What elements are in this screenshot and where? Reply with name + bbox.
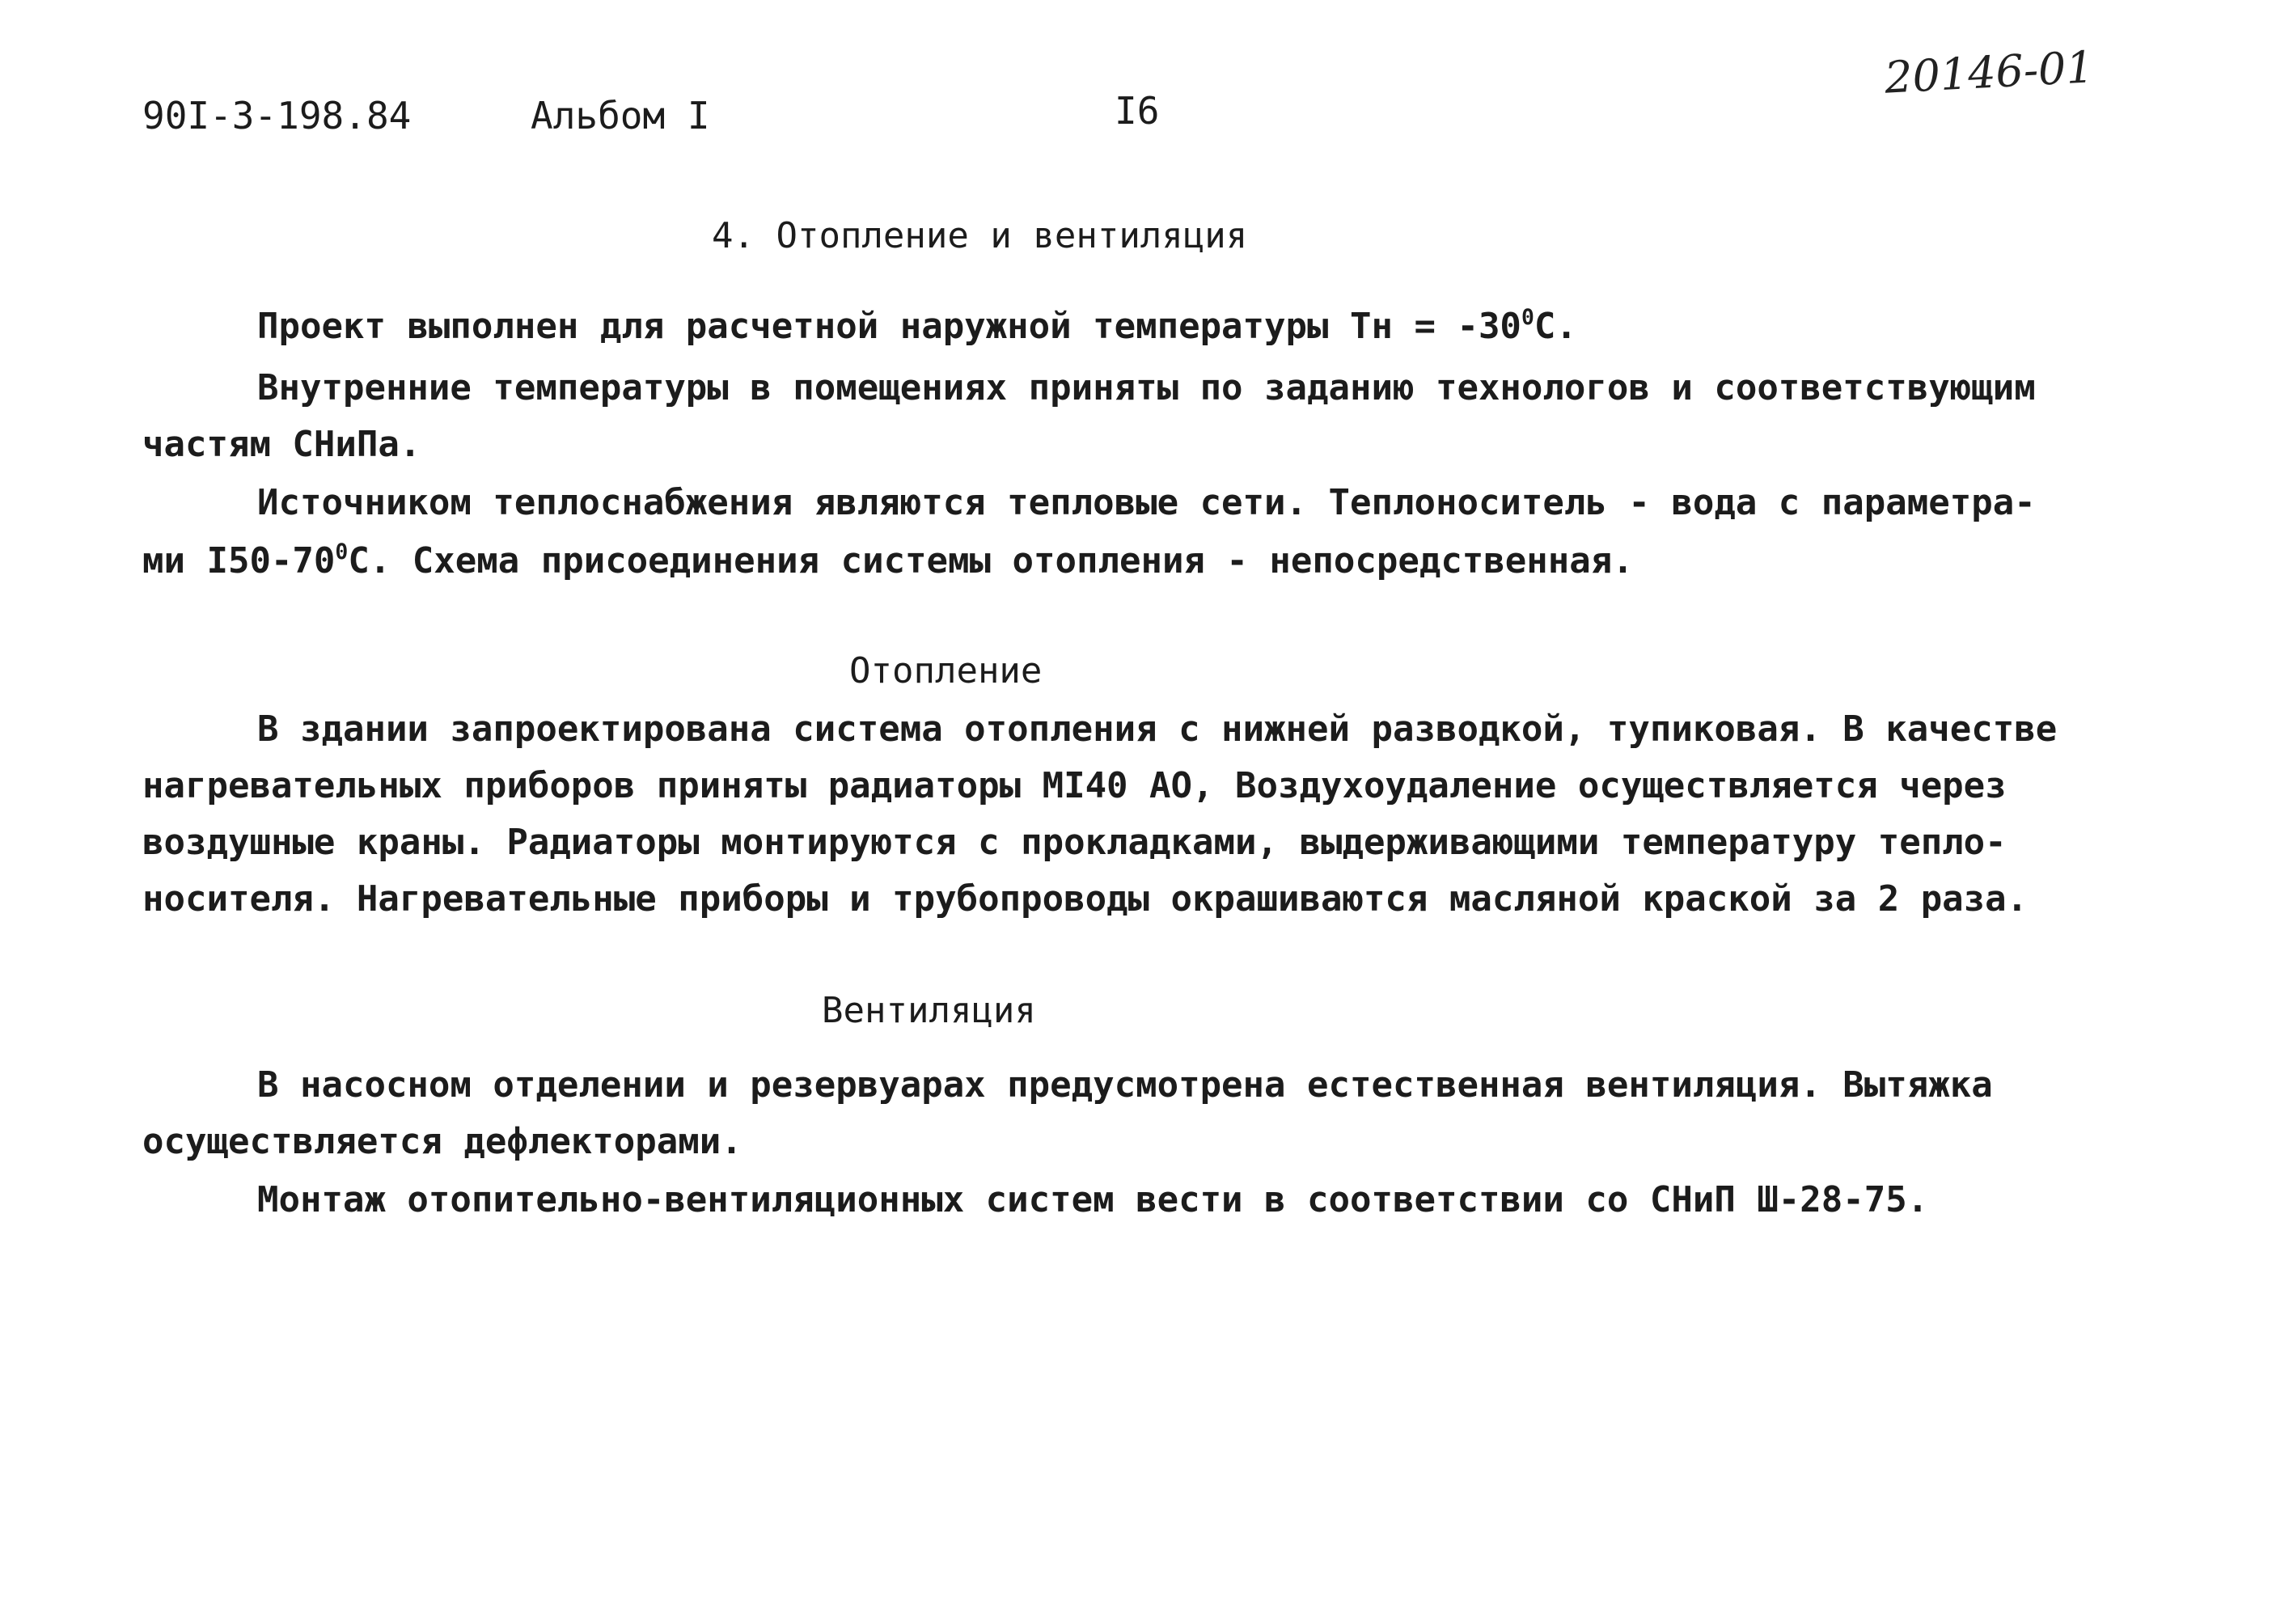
intro-line-1: Проект выполнен для расчетной наружной температуры Тн = $-30^0С$.: [257, 305, 1577, 348]
page-number: I6: [1115, 89, 1160, 133]
intro-line-4: Источником теплоснабжения являются тепловые сети. Теплоноситель - вода с параметра-: [257, 482, 2036, 523]
section-title: 4. Отопление и вентиляция: [712, 215, 1248, 256]
handwritten-number: 20146-01: [1883, 41, 2096, 104]
heating-title: Отопление: [849, 650, 1043, 691]
ventilation-line-3: Монтаж отопительно-вентиляционных систем вести в соответствии со СНиП Ш-28-75.: [257, 1179, 1929, 1220]
heating-line-1: В здании запроектирована система отопления с нижней разводкой, тупиковая. В качестве: [257, 708, 2058, 750]
heating-line-4: носителя. Нагревательные приборы и трубопроводы окрашиваются масляной краской за 2 раза.: [142, 878, 2029, 920]
heating-line-3: воздушные краны. Радиаторы монтируются с прокладками, выдерживающими температуру тепло-: [142, 822, 2007, 863]
intro-line-3: частям СНиПа.: [142, 424, 421, 465]
ventilation-line-1: В насосном отделении и резервуарах предусмотрена естественная вентиляция. Вытяжка: [257, 1064, 1993, 1106]
album-label: Альбом I: [531, 94, 710, 137]
intro-line-5: ми $I50-70^0С$. Схема присоединения системы отопления - непосредственная.: [142, 539, 1634, 582]
intro-line-2: Внутренние температуры в помещениях приняты по заданию технологов и соответствующим: [257, 367, 2036, 408]
heating-line-2: нагревательных приборов приняты радиаторы МI40 АО, Воздухоудаление осуществляется через: [142, 765, 2007, 806]
ventilation-title: Вентиляция: [822, 990, 1036, 1031]
document-code: 90I-3-198.84: [142, 94, 412, 137]
ventilation-line-2: осуществляется дефлекторами.: [142, 1121, 742, 1162]
